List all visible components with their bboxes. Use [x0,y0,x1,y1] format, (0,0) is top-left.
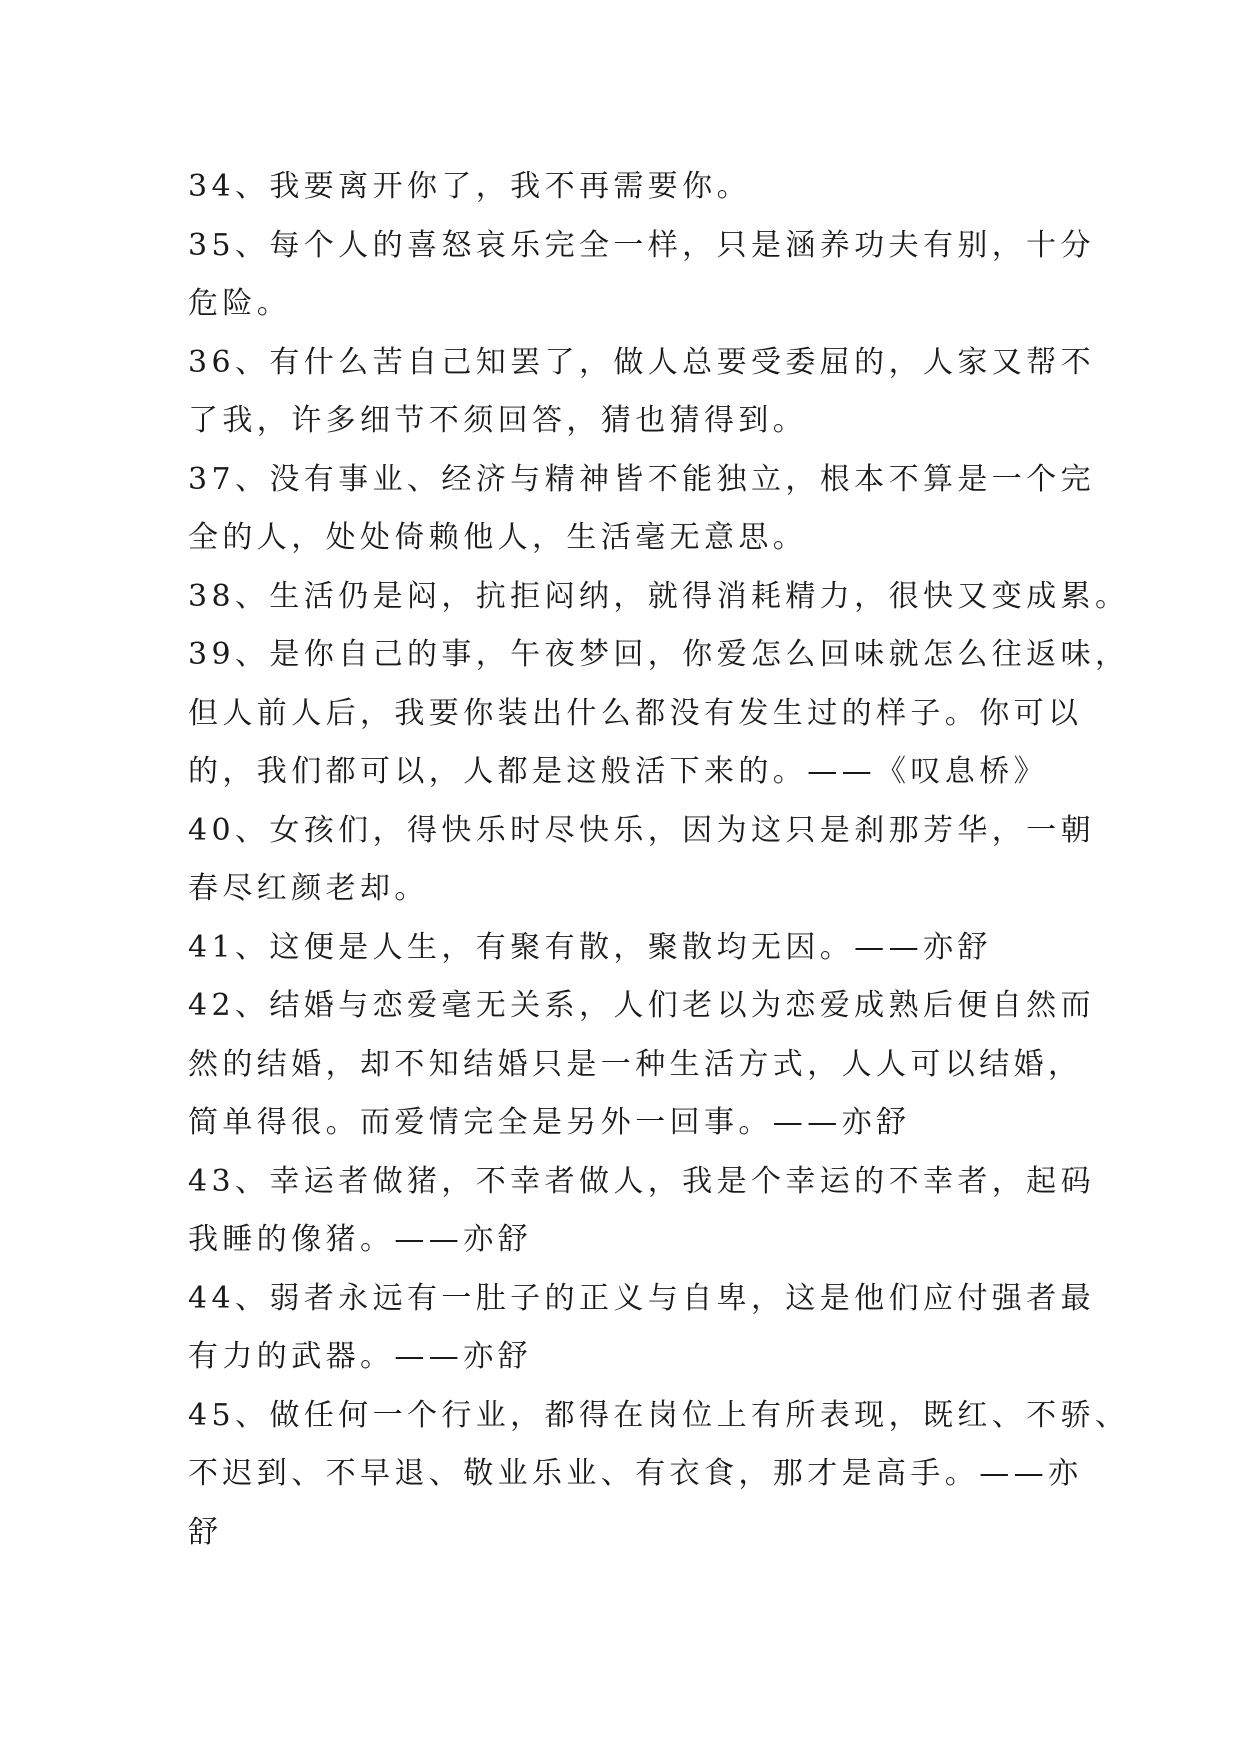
entry-line: 不迟到、不早退、敬业乐业、有衣食，那才是高手。——亦 [188,1456,1083,1491]
entry-line: 43、幸运者做猪，不幸者做人，我是个幸运的不幸者，起码 [188,1163,1095,1199]
entry-line: 41、这便是人生，有聚有散，聚散均无因。——亦舒 [188,929,992,965]
entry-line: 44、弱者永远有一肚子的正义与自卑，这是他们应付强者最 [188,1280,1095,1316]
quote-entry-37 [188,451,1095,568]
quote-entry-40 [188,802,1095,919]
entry-line: 38、生活仍是闷，抗拒闷纳，就得消耗精力，很快又变成累。 [188,578,1130,614]
entry-line: 37、没有事业、经济与精神皆不能独立，根本不算是一个完 [188,461,1095,497]
entry-line: 危险。 [188,286,292,321]
entry-line: 35、每个人的喜怒哀乐完全一样，只是涵养功夫有别，十分 [188,227,1095,263]
quote-entry-44 [188,1270,1095,1387]
quote-entry-35 [188,217,1095,334]
quote-entry-39 [188,626,1130,802]
entry-line: 39、是你自己的事，午夜梦回，你爱怎么回味就怎么往返味， [188,637,1130,672]
entry-line: 45、做任何一个行业，都得在岗位上有所表现，既红、不骄、 [188,1397,1130,1433]
quote-list [188,158,1130,1562]
entry-line: 简单得很。而爱情完全是另外一回事。——亦舒 [188,1105,911,1140]
entry-line: 我睡的像猪。——亦舒 [188,1222,532,1257]
quote-entry-42 [188,977,1095,1153]
entry-line: 的，我们都可以，人都是这般活下来的。——《叹息桥》 [188,754,1048,789]
entry-line: 春尽红颜老却。 [188,871,429,906]
quote-entry-34 [188,158,1068,217]
entry-line: 40、女孩们，得快乐时尽快乐，因为这只是刹那芳华，一朝 [188,812,1095,848]
entry-line: 全的人，处处倚赖他人，生活毫无意思。 [188,520,808,555]
entry-line: 舒 [188,1514,223,1550]
entry-line: 了我，许多细节不须回答，猜也猜得到。 [188,403,808,438]
quote-entry-43 [188,1153,1095,1270]
entry-line: 有力的武器。——亦舒 [188,1339,532,1374]
entry-line: 42、结婚与恋爱毫无关系，人们老以为恋爱成熟后便自然而 [188,988,1095,1023]
entry-line: 34、我要离开你了，我不再需要你。 [188,169,751,204]
entry-line: 36、有什么苦自己知罢了，做人总要受委屈的，人家又帮不 [188,344,1095,380]
quote-entry-36 [188,334,1095,451]
quote-entry-41 [188,919,1068,978]
entry-line: 但人前人后，我要你装出什么都没有发生过的样子。你可以 [188,695,1083,731]
quote-entry-38 [188,568,1130,627]
quote-entry-45 [188,1387,1130,1563]
entry-line: 然的结婚，却不知结婚只是一种生活方式，人人可以结婚， [188,1046,1083,1082]
